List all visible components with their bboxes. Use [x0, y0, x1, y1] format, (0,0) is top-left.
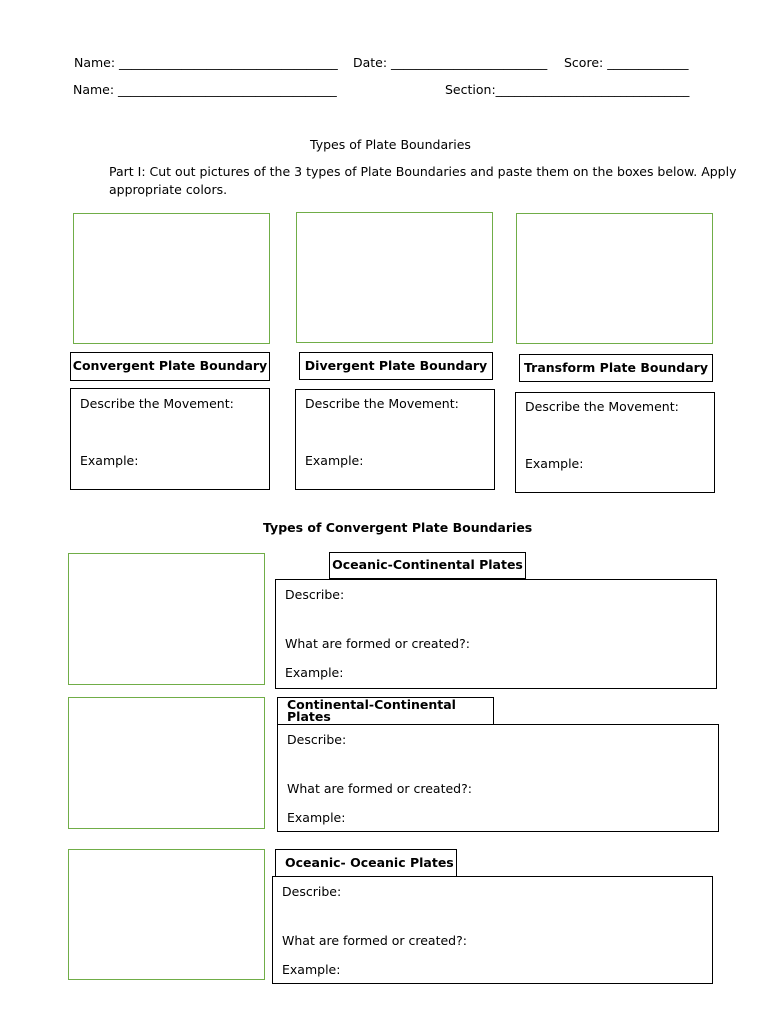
- describe-movement-label: Describe the Movement:: [80, 396, 234, 411]
- picture-box-oceanic-continental: [68, 553, 265, 685]
- label-continental-continental: Continental-Continental Plates: [277, 697, 494, 725]
- describe-movement-label: Describe the Movement:: [305, 396, 459, 411]
- description-box-divergent[interactable]: [295, 389, 495, 490]
- score-field[interactable]: Score: _____________: [564, 55, 689, 70]
- example-label: Example:: [282, 962, 341, 977]
- picture-box-transform: [516, 213, 713, 344]
- example-label: Example:: [305, 453, 364, 468]
- example-label: Example:: [525, 456, 584, 471]
- description-box-transform[interactable]: [515, 392, 715, 493]
- label-oceanic-continental: Oceanic-Continental Plates: [329, 552, 526, 579]
- example-label: Example:: [285, 665, 344, 680]
- instructions-line-2: appropriate colors.: [109, 182, 228, 197]
- example-label: Example:: [80, 453, 139, 468]
- describe-movement-label: Describe the Movement:: [525, 399, 679, 414]
- label-divergent: Divergent Plate Boundary: [299, 352, 493, 380]
- describe-label: Describe:: [287, 732, 347, 747]
- page-title: Types of Plate Boundaries: [310, 137, 471, 152]
- label-transform: Transform Plate Boundary: [519, 354, 713, 382]
- picture-box-oceanic-oceanic: [68, 849, 265, 980]
- picture-box-convergent: [73, 213, 270, 344]
- describe-label: Describe:: [282, 884, 342, 899]
- description-box-oceanic-oceanic[interactable]: [272, 876, 713, 984]
- description-box-continental-continental[interactable]: [277, 724, 719, 832]
- section-field[interactable]: Section:_______________________________: [445, 82, 690, 97]
- picture-box-continental-continental: [68, 697, 265, 829]
- formed-label: What are formed or created?:: [282, 933, 467, 948]
- description-box-convergent[interactable]: [70, 388, 270, 490]
- formed-label: What are formed or created?:: [285, 636, 470, 651]
- name-field-2[interactable]: Name: ___________________________________: [73, 82, 337, 97]
- label-convergent: Convergent Plate Boundary: [70, 352, 270, 381]
- description-box-oceanic-continental[interactable]: [275, 579, 717, 689]
- convergent-section-title: Types of Convergent Plate Boundaries: [263, 520, 533, 535]
- name-field-1[interactable]: Name: ___________________________________: [74, 55, 338, 70]
- instructions-line-1: Part I: Cut out pictures of the 3 types of Plate Boundaries and paste them on the boxes below. Apply: [109, 164, 737, 179]
- describe-label: Describe:: [285, 587, 345, 602]
- example-label: Example:: [287, 810, 346, 825]
- date-field[interactable]: Date: _________________________: [353, 55, 548, 70]
- picture-box-divergent: [296, 212, 493, 343]
- formed-label: What are formed or created?:: [287, 781, 472, 796]
- label-oceanic-oceanic: Oceanic- Oceanic Plates: [275, 849, 457, 877]
